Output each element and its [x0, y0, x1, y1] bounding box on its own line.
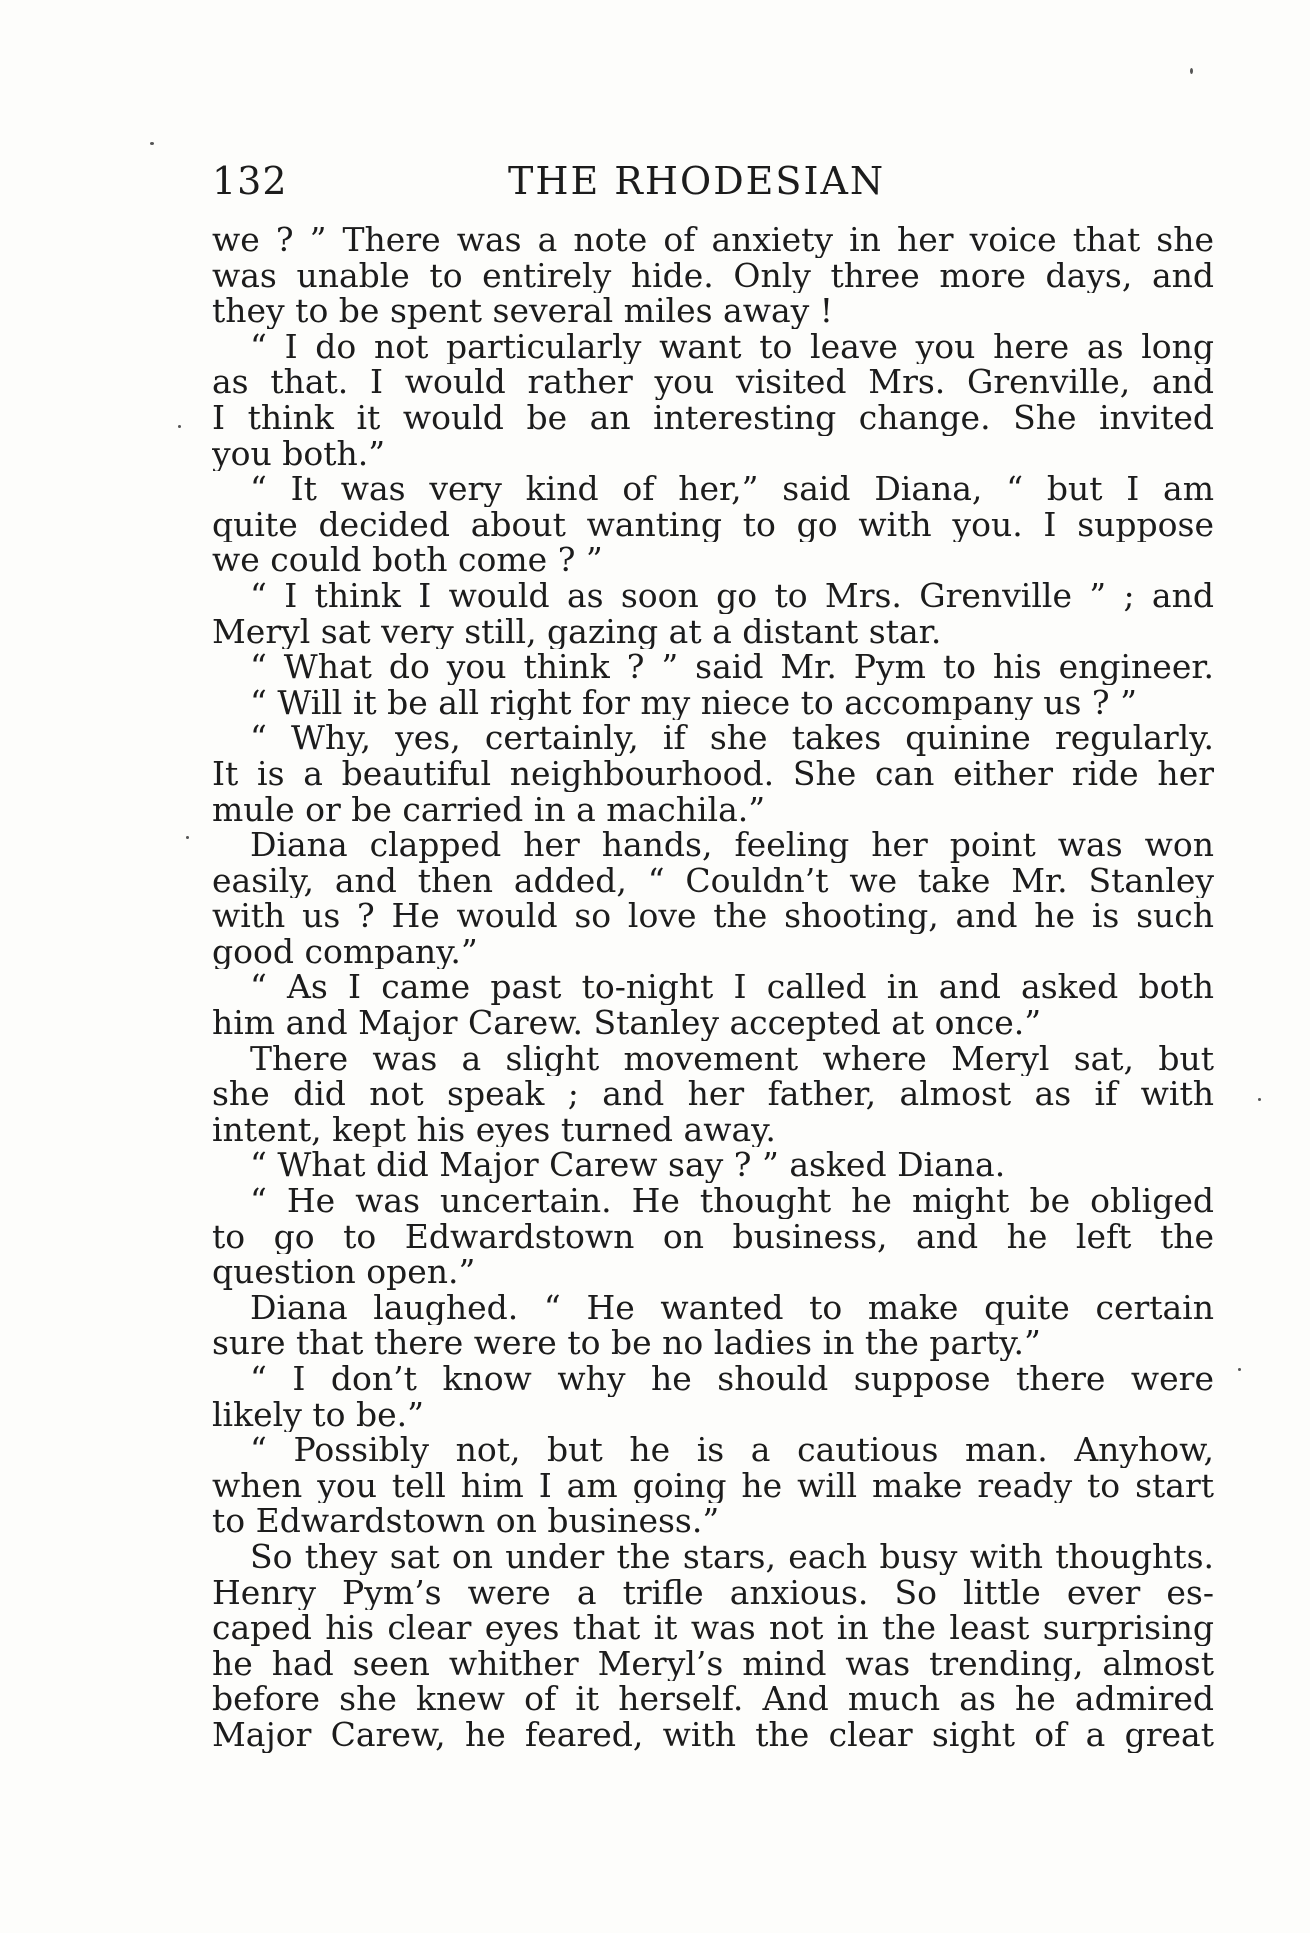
paper-speck [1190, 68, 1193, 74]
text-line: to go to Edwardstown on business, and he left the [212, 1218, 1214, 1255]
text-line: “ Will it be all right for my niece to accompany us ? ” [250, 684, 1137, 721]
text-line: So they sat on under the stars, each busy with thoughts. [250, 1538, 1214, 1575]
text-line: Henry Pym’s were a trifle anxious. So little ever es- [212, 1574, 1214, 1611]
paper-speck [178, 425, 181, 428]
paper-speck [1258, 1098, 1261, 1101]
paper-speck [186, 836, 189, 839]
text-line: There was a slight movement where Meryl sat, but [250, 1040, 1214, 1077]
text-line: before she knew of it herself. And much as he admired [212, 1681, 1214, 1717]
text-line: “ I don’t know why he should suppose there were [250, 1361, 1214, 1397]
text-line: “ I think I would as soon go to Mrs. Grenville ” ; and [250, 577, 1214, 614]
text-line: “ Why, yes, certainly, if she takes quinine regularly. [250, 720, 1214, 756]
text-line: intent, kept his eyes turned away. [212, 1111, 776, 1148]
text-line: easily, and then added, “ Couldn’t we take Mr. Stanley [212, 862, 1214, 899]
text-line: It is a beautiful neighbourhood. She can either ride her [212, 755, 1214, 792]
text-line: she did not speak ; and her father, almost as if with [212, 1076, 1214, 1112]
text-line: Major Carew, he feared, with the clear sight of a great [212, 1716, 1214, 1753]
text-line: “ He was uncertain. He thought he might be obliged [250, 1183, 1214, 1219]
text-line: when you tell him I am going he will make ready to start [212, 1467, 1214, 1504]
text-line: we could both come ? ” [212, 542, 603, 578]
text-line: “ What did Major Carew say ? ” asked Diana. [250, 1147, 1006, 1184]
text-line: “ It was very kind of her,” said Diana, “ but I am [250, 471, 1214, 507]
text-line: to Edwardstown on business.” [212, 1503, 720, 1539]
text-line: “ What do you think ? ” said Mr. Pym to his engineer. [250, 649, 1214, 685]
text-line: as that. I would rather you visited Mrs. Grenville, and [212, 364, 1214, 400]
paper-speck [1238, 1368, 1241, 1371]
text-line: good company.” [212, 933, 478, 970]
text-line: I think it would be an interesting change. She invited [212, 399, 1214, 436]
text-line: “ As I came past to-night I called in and asked both [250, 969, 1214, 1006]
text-line: sure that there were to be no ladies in the party.” [212, 1325, 1041, 1361]
page-number: 132 [212, 159, 288, 203]
text-line: he had seen whither Meryl’s mind was trending, almost [212, 1645, 1214, 1682]
paper-speck [150, 142, 154, 145]
text-line: Diana laughed. “ He wanted to make quite certain [250, 1289, 1214, 1326]
text-line: likely to be.” [212, 1396, 424, 1433]
text-line: “ I do not particularly want to leave you here as long [250, 328, 1214, 365]
text-line: you both.” [212, 435, 386, 472]
running-head: THE RHODESIAN [508, 159, 886, 203]
text-line: Diana clapped her hands, feeling her point was won [250, 827, 1214, 863]
text-line: him and Major Carew. Stanley accepted at once.” [212, 1005, 1042, 1041]
text-line: they to be spent several miles away ! [212, 293, 834, 329]
page-header [212, 155, 1214, 207]
text-line: mule or be carried in a machila.” [212, 791, 766, 828]
text-line: Meryl sat very still, gazing at a distant star. [212, 613, 942, 650]
text-line: we ? ” There was a note of anxiety in her voice that she [212, 222, 1214, 258]
text-line: with us ? He would so love the shooting, and he is such [212, 898, 1214, 934]
text-line: “ Possibly not, but he is a cautious man. Anyhow, [250, 1432, 1214, 1468]
text-line: question open.” [212, 1254, 476, 1290]
text-line: quite decided about wanting to go with you. I suppose [212, 506, 1214, 543]
body-text [212, 222, 1214, 1753]
text-line: was unable to entirely hide. Only three more days, and [212, 257, 1214, 294]
text-line: caped his clear eyes that it was not in the least surprising [212, 1610, 1214, 1646]
